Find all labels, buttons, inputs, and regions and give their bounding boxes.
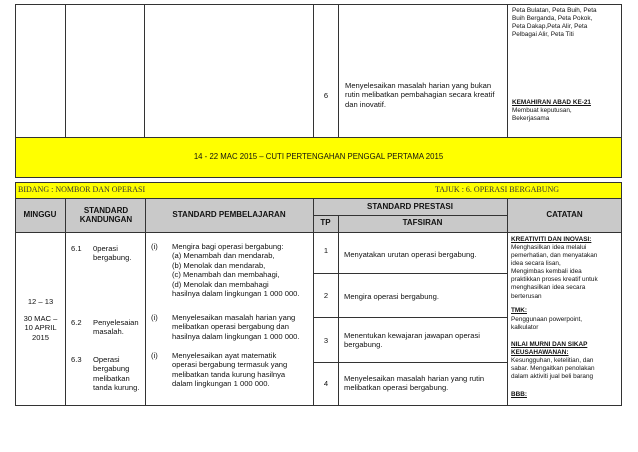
top-tafsiran: Menyelesaikan masalah harian yang bukan rutin melibatkan pembahagian secara kreatif dan inovatif. <box>345 81 495 109</box>
top-catatan-line: Peta Dakap,Peta Alir, Peta <box>512 23 588 30</box>
kandungan-num: 6.1 <box>71 244 82 253</box>
pembelajaran-num: (i) <box>151 242 158 251</box>
kandungan-num: 6.2 <box>71 318 82 327</box>
pembelajaran-num: (i) <box>151 313 158 322</box>
prestasi-tafsiran: Menyelesaikan masalah harian yang rutin melibatkan operasi bergabung. <box>344 374 485 393</box>
top-catatan-line: Peta Bulatan, Peta Buih, Peta <box>512 7 597 14</box>
bidang-label: BIDANG : NOMBOR DAN OPERASI <box>18 185 146 194</box>
header-standard-pembelajaran: STANDARD PEMBELAJARAN <box>172 210 286 219</box>
top-minggu-number: 6 <box>323 91 329 100</box>
prestasi-tp: 4 <box>323 379 329 388</box>
prestasi-tafsiran: Menyatakan urutan operasi bergabung. <box>344 250 477 259</box>
prestasi-tp: 3 <box>323 336 329 345</box>
header-tp: TP <box>320 218 331 227</box>
pembelajaran-text: Menyelesaikan ayat matematik operasi bergabung termasuk yang melibatkan tanda kurung hasilnya dalam lingkungan 1 000 000. <box>172 351 288 389</box>
minggu-range: 12 – 13 <box>27 297 54 306</box>
holiday-banner <box>16 138 621 177</box>
top-catatan-line: Pelbagai Alir, Peta Titi <box>512 31 574 38</box>
kemahiran-line: Bekerjasama <box>512 115 550 122</box>
header-catatan: CATATAN <box>546 210 583 219</box>
kemahiran-line: Membuat keputusan, <box>512 107 572 114</box>
kandungan-text: 0perasi bergabung. <box>93 244 132 263</box>
header-minggu: MINGGU <box>23 210 57 219</box>
holiday-text: 14 - 22 MAC 2015 – CUTI PERTENGAHAN PENGGAL PERTAMA 2015 <box>193 152 444 161</box>
pembelajaran-num: (i) <box>151 351 158 360</box>
prestasi-tp: 2 <box>323 291 329 300</box>
tmk-title: TMK: <box>511 307 527 314</box>
nilai-text: Kesungguhan, ketelitian, dan sabar. Mengaitkan penolakan dalam aktiviti jual beli barang <box>511 357 595 381</box>
prestasi-tp: 1 <box>323 246 329 255</box>
nilai-title: NILAI MURNI DAN SIKAP KEUSAHAWANAN: <box>511 341 588 357</box>
header-tafsiran: TAFSIRAN <box>402 218 443 227</box>
kreativiti-title: KREATIVITI DAN INOVASI: <box>511 236 592 243</box>
tajuk-label: TAJUK : 6. OPERASI BERGABUNG <box>435 185 560 194</box>
kandungan-text: Operasi bergabung melibatkan tanda kurung. <box>93 355 140 393</box>
header-standard-kandungan: STANDARD KANDUNGAN <box>79 206 133 225</box>
bidang-bar <box>15 182 622 198</box>
pembelajaran-text: Mengira bagi operasi bergabung: (a) Menambah dan mendarab, (b) Menolak dan mendarab, (c) Menambah dan membahagi, (d) Menolak dan membahagi hasilnya dalam lingkungan 1 000 000. <box>172 242 300 299</box>
kreativiti-text: Menghasilkan idea melalui pemerhatian, dan menyatakan idea secara lisan, Mengimbas kembali idea praktikkan proses kreatif untuk menghasilkan idea secara berterusan <box>511 244 598 300</box>
kemahiran-title: KEMAHIRAN ABAD KE-21 <box>512 99 591 106</box>
tmk-text: Penggunaan powerpoint, kalkulator <box>511 316 583 332</box>
kandungan-num: 6.3 <box>71 355 82 364</box>
prestasi-tafsiran: Mengira operasi bergabung. <box>344 292 439 301</box>
header-standard-prestasi: STANDARD PRESTASI <box>367 202 453 211</box>
bbb-title: BBB: <box>511 391 527 398</box>
kandungan-text: Penyelesaian masalah. <box>93 318 139 337</box>
top-catatan-line: Buih Berganda, Peta Pokok, <box>512 15 593 22</box>
pembelajaran-text: Menyelesaikan masalah harian yang melibatkan operasi bergabung dan hasilnya dalam lingkungan 1 000 000. <box>172 313 300 341</box>
prestasi-tafsiran: Menentukan kewajaran jawapan operasi bergabung. <box>344 331 480 350</box>
minggu-dates: 30 MAC – 10 APRIL 2015 <box>23 314 58 342</box>
